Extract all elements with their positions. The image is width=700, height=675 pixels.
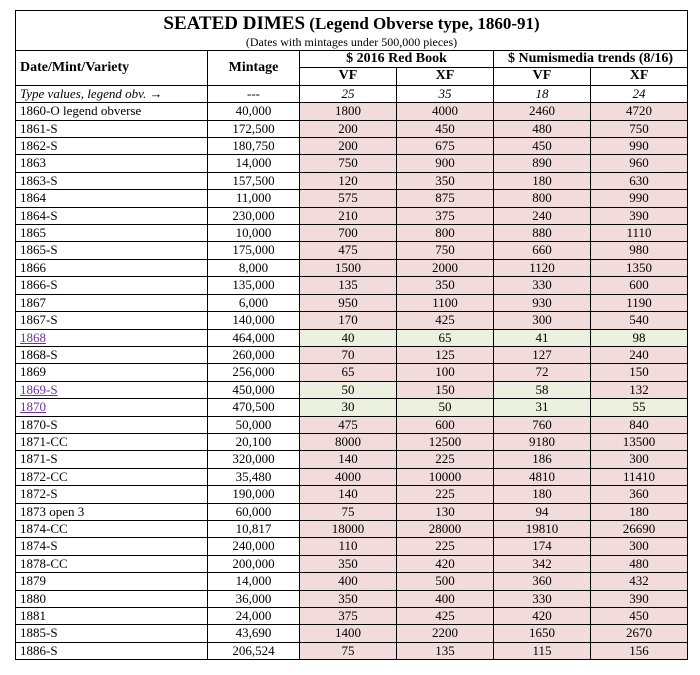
redbook-xf-cell: 10000 xyxy=(397,468,494,485)
numismedia-vf-cell: 660 xyxy=(494,242,591,259)
table-body xyxy=(16,103,688,660)
mintage-cell: 180,750 xyxy=(208,138,300,155)
mintage-cell: 135,000 xyxy=(208,277,300,294)
table-row xyxy=(16,451,688,468)
numismedia-xf-cell: 360 xyxy=(591,486,688,503)
redbook-xf-cell: 225 xyxy=(397,451,494,468)
redbook-xf-cell: 420 xyxy=(397,555,494,572)
table-row xyxy=(16,364,688,381)
numismedia-vf-cell: 360 xyxy=(494,573,591,590)
numismedia-vf-cell: 342 xyxy=(494,555,591,572)
date-cell xyxy=(16,381,208,398)
header-row-1 xyxy=(16,51,688,68)
date-cell: 1865 xyxy=(16,225,208,242)
redbook-xf-cell: 800 xyxy=(397,225,494,242)
table-row xyxy=(16,573,688,590)
table-row xyxy=(16,277,688,294)
date-cell: 1880 xyxy=(16,590,208,607)
date-cell: 1869 xyxy=(16,364,208,381)
type-values-rb-xf: 35 xyxy=(397,85,494,102)
date-header: Date/Mint/Variety xyxy=(16,51,208,86)
date-cell: 1866 xyxy=(16,259,208,276)
date-cell: 1863-S xyxy=(16,172,208,189)
numismedia-xf-cell: 630 xyxy=(591,172,688,189)
numismedia-xf-cell: 1110 xyxy=(591,225,688,242)
redbook-vf-cell: 70 xyxy=(300,346,397,363)
table-row xyxy=(16,172,688,189)
mintage-cell: 172,500 xyxy=(208,120,300,137)
date-cell: 1873 open 3 xyxy=(16,503,208,520)
redbook-vf-cell: 210 xyxy=(300,207,397,224)
redbook-xf-cell: 65 xyxy=(397,329,494,346)
numismedia-vf-cell: 94 xyxy=(494,503,591,520)
numismedia-xf-cell: 55 xyxy=(591,399,688,416)
redbook-vf-cell: 140 xyxy=(300,451,397,468)
numismedia-xf-cell: 960 xyxy=(591,155,688,172)
numismedia-vf-cell: 9180 xyxy=(494,433,591,450)
type-values-nm-vf: 18 xyxy=(494,85,591,102)
mintage-cell: 6,000 xyxy=(208,294,300,311)
redbook-xf-cell: 130 xyxy=(397,503,494,520)
redbook-xf-cell: 125 xyxy=(397,346,494,363)
numismedia-xf-cell: 98 xyxy=(591,329,688,346)
table-row xyxy=(16,225,688,242)
table-row xyxy=(16,608,688,625)
redbook-vf-cell: 1800 xyxy=(300,103,397,120)
redbook-xf-cell: 4000 xyxy=(397,103,494,120)
date-cell: 1867 xyxy=(16,294,208,311)
date-cell: 1868-S xyxy=(16,346,208,363)
numismedia-vf-cell: 19810 xyxy=(494,520,591,537)
table-row xyxy=(16,555,688,572)
numismedia-xf-cell: 1350 xyxy=(591,259,688,276)
mintage-cell: 11,000 xyxy=(208,190,300,207)
title-main: SEATED DIMES xyxy=(163,13,306,34)
redbook-vf-cell: 475 xyxy=(300,416,397,433)
numismedia-xf-cell: 150 xyxy=(591,364,688,381)
type-values-row xyxy=(16,85,688,102)
numismedia-vf-cell: 186 xyxy=(494,451,591,468)
numismedia-vf-cell: 330 xyxy=(494,277,591,294)
redbook-xf-cell: 425 xyxy=(397,608,494,625)
date-cell xyxy=(16,329,208,346)
numismedia-vf-cell: 420 xyxy=(494,608,591,625)
numismedia-xf-cell: 600 xyxy=(591,277,688,294)
redbook-xf-cell: 375 xyxy=(397,207,494,224)
mintage-cell: 60,000 xyxy=(208,503,300,520)
redbook-xf-cell: 1100 xyxy=(397,294,494,311)
redbook-xf-cell: 400 xyxy=(397,590,494,607)
redbook-vf-cell: 1400 xyxy=(300,625,397,642)
redbook-xf-cell: 12500 xyxy=(397,433,494,450)
table-row xyxy=(16,120,688,137)
date-cell: 1881 xyxy=(16,608,208,625)
redbook-vf-cell: 30 xyxy=(300,399,397,416)
numismedia-header: $ Numismedia trends (8/16) xyxy=(494,51,688,68)
date-cell: 1879 xyxy=(16,573,208,590)
redbook-xf-header: XF xyxy=(397,68,494,85)
redbook-vf-cell: 400 xyxy=(300,573,397,590)
table-row xyxy=(16,346,688,363)
numismedia-xf-cell: 450 xyxy=(591,608,688,625)
redbook-vf-cell: 140 xyxy=(300,486,397,503)
type-values-mintage: --- xyxy=(208,85,300,102)
redbook-xf-cell: 350 xyxy=(397,277,494,294)
mintage-cell: 10,817 xyxy=(208,520,300,537)
date-cell: 1862-S xyxy=(16,138,208,155)
numismedia-xf-cell: 132 xyxy=(591,381,688,398)
mintage-cell: 230,000 xyxy=(208,207,300,224)
mintage-cell: 14,000 xyxy=(208,155,300,172)
type-values-label: Type values, legend obv. → xyxy=(16,85,208,102)
table-row xyxy=(16,590,688,607)
table-row xyxy=(16,399,688,416)
numismedia-xf-cell: 840 xyxy=(591,416,688,433)
date-cell: 1871-CC xyxy=(16,433,208,450)
date-link[interactable]: 1870 xyxy=(20,399,46,415)
mintage-cell: 36,000 xyxy=(208,590,300,607)
redbook-vf-cell: 475 xyxy=(300,242,397,259)
table-row xyxy=(16,381,688,398)
numismedia-vf-cell: 880 xyxy=(494,225,591,242)
table-row xyxy=(16,138,688,155)
redbook-vf-cell: 1500 xyxy=(300,259,397,276)
numismedia-vf-header: VF xyxy=(494,68,591,85)
redbook-vf-cell: 700 xyxy=(300,225,397,242)
date-cell xyxy=(16,399,208,416)
redbook-xf-cell: 600 xyxy=(397,416,494,433)
mintage-cell: 206,524 xyxy=(208,642,300,659)
redbook-vf-cell: 75 xyxy=(300,503,397,520)
redbook-vf-cell: 950 xyxy=(300,294,397,311)
redbook-vf-cell: 120 xyxy=(300,172,397,189)
table-row xyxy=(16,416,688,433)
numismedia-vf-cell: 800 xyxy=(494,190,591,207)
mintage-cell: 20,100 xyxy=(208,433,300,450)
mintage-cell: 10,000 xyxy=(208,225,300,242)
table-row xyxy=(16,433,688,450)
date-cell: 1874-CC xyxy=(16,520,208,537)
redbook-vf-cell: 50 xyxy=(300,381,397,398)
table-row xyxy=(16,520,688,537)
redbook-vf-cell: 40 xyxy=(300,329,397,346)
title-subtitle: (Dates with mintages under 500,000 pieces) xyxy=(245,35,458,49)
redbook-vf-cell: 75 xyxy=(300,642,397,659)
numismedia-xf-header: XF xyxy=(591,68,688,85)
numismedia-vf-cell: 41 xyxy=(494,329,591,346)
redbook-xf-cell: 225 xyxy=(397,538,494,555)
mintage-cell: 50,000 xyxy=(208,416,300,433)
redbook-vf-cell: 170 xyxy=(300,312,397,329)
numismedia-vf-cell: 4810 xyxy=(494,468,591,485)
mintage-header: Mintage xyxy=(208,51,300,86)
numismedia-vf-cell: 1120 xyxy=(494,259,591,276)
date-cell: 1886-S xyxy=(16,642,208,659)
numismedia-xf-cell: 13500 xyxy=(591,433,688,450)
numismedia-xf-cell: 26690 xyxy=(591,520,688,537)
redbook-vf-cell: 350 xyxy=(300,590,397,607)
date-cell: 1864 xyxy=(16,190,208,207)
title-paren: (Legend Obverse type, 1860-91) xyxy=(305,14,540,33)
numismedia-xf-cell: 432 xyxy=(591,573,688,590)
numismedia-xf-cell: 240 xyxy=(591,346,688,363)
redbook-xf-cell: 150 xyxy=(397,381,494,398)
table-row xyxy=(16,103,688,120)
mintage-cell: 8,000 xyxy=(208,259,300,276)
redbook-vf-cell: 375 xyxy=(300,608,397,625)
redbook-xf-cell: 135 xyxy=(397,642,494,659)
mintage-cell: 35,480 xyxy=(208,468,300,485)
redbook-vf-cell: 4000 xyxy=(300,468,397,485)
redbook-xf-cell: 900 xyxy=(397,155,494,172)
numismedia-xf-cell: 1190 xyxy=(591,294,688,311)
table-row xyxy=(16,242,688,259)
title-row xyxy=(16,11,688,51)
date-link[interactable]: 1869-S xyxy=(20,381,58,397)
redbook-vf-cell: 135 xyxy=(300,277,397,294)
redbook-vf-cell: 8000 xyxy=(300,433,397,450)
date-cell: 1865-S xyxy=(16,242,208,259)
mintage-cell: 140,000 xyxy=(208,312,300,329)
numismedia-vf-cell: 115 xyxy=(494,642,591,659)
table-row xyxy=(16,503,688,520)
numismedia-xf-cell: 390 xyxy=(591,590,688,607)
date-cell: 1863 xyxy=(16,155,208,172)
mintage-cell: 260,000 xyxy=(208,346,300,363)
date-cell: 1871-S xyxy=(16,451,208,468)
table-row xyxy=(16,329,688,346)
numismedia-xf-cell: 390 xyxy=(591,207,688,224)
numismedia-vf-cell: 480 xyxy=(494,120,591,137)
redbook-xf-cell: 450 xyxy=(397,120,494,137)
numismedia-xf-cell: 750 xyxy=(591,120,688,137)
date-cell: 1885-S xyxy=(16,625,208,642)
mintage-cell: 240,000 xyxy=(208,538,300,555)
seated-dimes-table xyxy=(15,10,688,660)
redbook-xf-cell: 2000 xyxy=(397,259,494,276)
table-row xyxy=(16,259,688,276)
numismedia-vf-cell: 31 xyxy=(494,399,591,416)
mintage-cell: 175,000 xyxy=(208,242,300,259)
mintage-cell: 157,500 xyxy=(208,172,300,189)
type-values-rb-vf: 25 xyxy=(300,85,397,102)
numismedia-xf-cell: 540 xyxy=(591,312,688,329)
numismedia-vf-cell: 890 xyxy=(494,155,591,172)
table-title xyxy=(16,11,688,51)
numismedia-xf-cell: 300 xyxy=(591,538,688,555)
date-link[interactable]: 1868 xyxy=(20,329,46,345)
redbook-xf-cell: 500 xyxy=(397,573,494,590)
mintage-cell: 40,000 xyxy=(208,103,300,120)
mintage-cell: 450,000 xyxy=(208,381,300,398)
mintage-cell: 320,000 xyxy=(208,451,300,468)
table-row xyxy=(16,486,688,503)
numismedia-xf-cell: 980 xyxy=(591,242,688,259)
redbook-xf-cell: 100 xyxy=(397,364,494,381)
redbook-xf-cell: 350 xyxy=(397,172,494,189)
numismedia-xf-cell: 480 xyxy=(591,555,688,572)
numismedia-xf-cell: 156 xyxy=(591,642,688,659)
numismedia-xf-cell: 180 xyxy=(591,503,688,520)
numismedia-vf-cell: 72 xyxy=(494,364,591,381)
numismedia-xf-cell: 300 xyxy=(591,451,688,468)
table-row xyxy=(16,312,688,329)
date-cell: 1866-S xyxy=(16,277,208,294)
redbook-vf-cell: 18000 xyxy=(300,520,397,537)
redbook-vf-cell: 750 xyxy=(300,155,397,172)
numismedia-xf-cell: 990 xyxy=(591,190,688,207)
table-row xyxy=(16,207,688,224)
date-cell: 1872-CC xyxy=(16,468,208,485)
mintage-cell: 14,000 xyxy=(208,573,300,590)
numismedia-vf-cell: 180 xyxy=(494,172,591,189)
table-row xyxy=(16,538,688,555)
numismedia-xf-cell: 11410 xyxy=(591,468,688,485)
table-row xyxy=(16,625,688,642)
numismedia-vf-cell: 450 xyxy=(494,138,591,155)
numismedia-xf-cell: 990 xyxy=(591,138,688,155)
type-values-nm-xf: 24 xyxy=(591,85,688,102)
numismedia-vf-cell: 330 xyxy=(494,590,591,607)
date-cell: 1860-O legend obverse xyxy=(16,103,208,120)
date-cell: 1872-S xyxy=(16,486,208,503)
redbook-vf-cell: 575 xyxy=(300,190,397,207)
table-row xyxy=(16,190,688,207)
redbook-vf-cell: 350 xyxy=(300,555,397,572)
numismedia-vf-cell: 1650 xyxy=(494,625,591,642)
date-cell: 1867-S xyxy=(16,312,208,329)
redbook-header: $ 2016 Red Book xyxy=(300,51,494,68)
table-row xyxy=(16,294,688,311)
numismedia-vf-cell: 180 xyxy=(494,486,591,503)
redbook-vf-cell: 65 xyxy=(300,364,397,381)
redbook-vf-cell: 200 xyxy=(300,138,397,155)
redbook-xf-cell: 875 xyxy=(397,190,494,207)
redbook-xf-cell: 425 xyxy=(397,312,494,329)
numismedia-vf-cell: 930 xyxy=(494,294,591,311)
numismedia-vf-cell: 174 xyxy=(494,538,591,555)
numismedia-vf-cell: 760 xyxy=(494,416,591,433)
mintage-cell: 470,500 xyxy=(208,399,300,416)
mintage-cell: 43,690 xyxy=(208,625,300,642)
numismedia-vf-cell: 2460 xyxy=(494,103,591,120)
redbook-xf-cell: 2200 xyxy=(397,625,494,642)
date-cell: 1878-CC xyxy=(16,555,208,572)
numismedia-xf-cell: 4720 xyxy=(591,103,688,120)
redbook-xf-cell: 750 xyxy=(397,242,494,259)
numismedia-vf-cell: 240 xyxy=(494,207,591,224)
date-cell: 1870-S xyxy=(16,416,208,433)
numismedia-vf-cell: 127 xyxy=(494,346,591,363)
date-cell: 1874-S xyxy=(16,538,208,555)
numismedia-xf-cell: 2670 xyxy=(591,625,688,642)
numismedia-vf-cell: 58 xyxy=(494,381,591,398)
mintage-cell: 200,000 xyxy=(208,555,300,572)
date-cell: 1861-S xyxy=(16,120,208,137)
table-row xyxy=(16,642,688,659)
date-cell: 1864-S xyxy=(16,207,208,224)
redbook-vf-cell: 110 xyxy=(300,538,397,555)
table-row xyxy=(16,155,688,172)
mintage-cell: 464,000 xyxy=(208,329,300,346)
table-row xyxy=(16,468,688,485)
redbook-vf-header: VF xyxy=(300,68,397,85)
redbook-xf-cell: 28000 xyxy=(397,520,494,537)
redbook-xf-cell: 50 xyxy=(397,399,494,416)
numismedia-vf-cell: 300 xyxy=(494,312,591,329)
redbook-vf-cell: 200 xyxy=(300,120,397,137)
redbook-xf-cell: 225 xyxy=(397,486,494,503)
coin-table-wrapper xyxy=(15,10,687,660)
mintage-cell: 256,000 xyxy=(208,364,300,381)
redbook-xf-cell: 675 xyxy=(397,138,494,155)
mintage-cell: 190,000 xyxy=(208,486,300,503)
mintage-cell: 24,000 xyxy=(208,608,300,625)
